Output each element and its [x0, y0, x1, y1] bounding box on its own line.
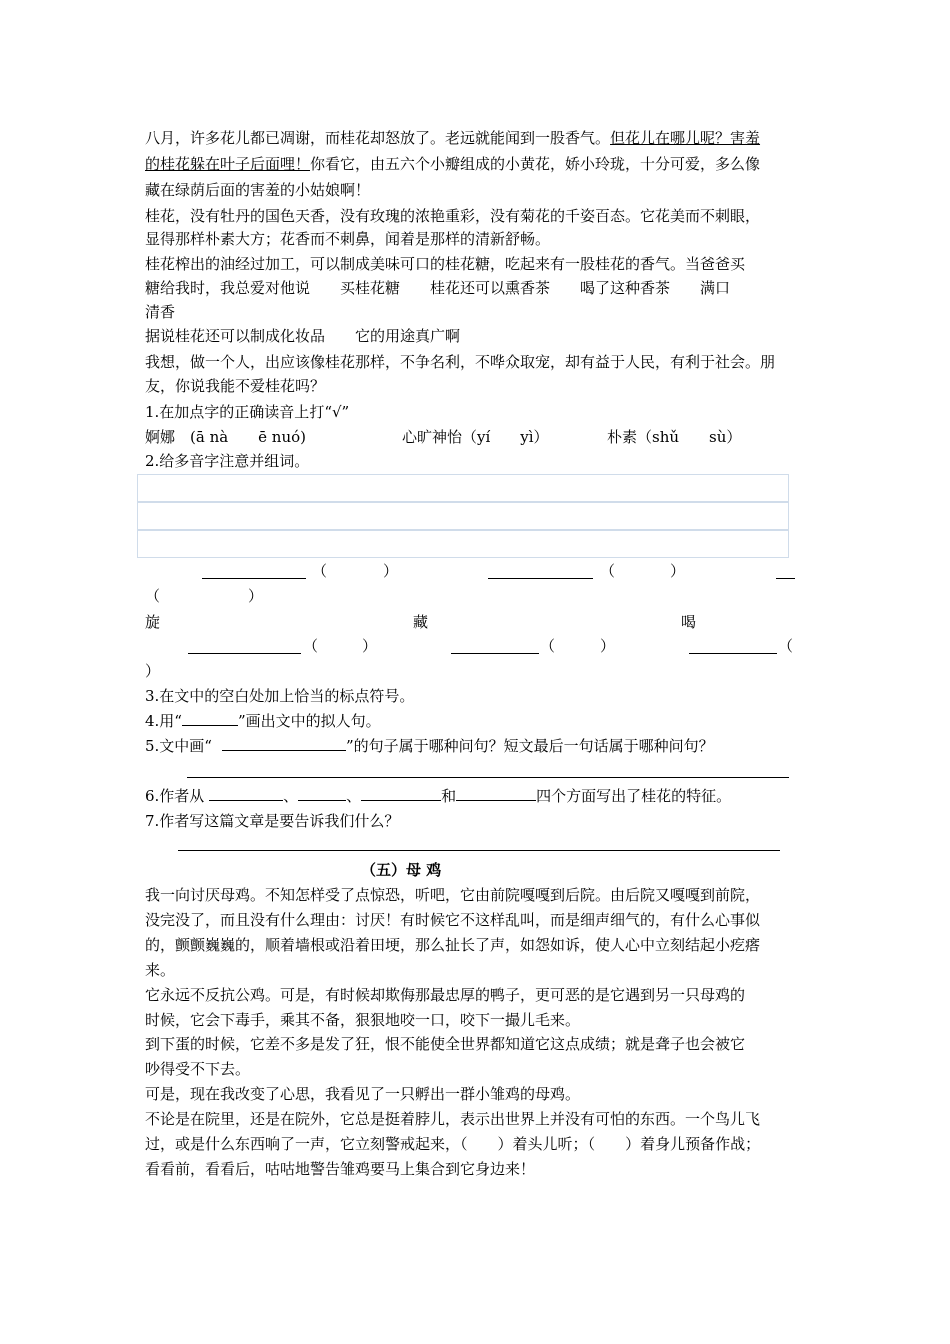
text-span: 4.用“ — [145, 712, 182, 730]
passage2-line: 我一向讨厌母鸡。不知怎样受了点惊恐，听吧，它由前院嘎嘎到后院。由后院又嘎嘎到前院， — [145, 886, 761, 904]
paren-close: ） — [145, 662, 161, 680]
text-span: 你看它，由五六个小瓣组成的小黄花，娇小玲珑，十分可爱，多么像 — [310, 155, 761, 173]
text-span: 着身儿预备作战； — [640, 1135, 761, 1153]
passage2-line: 来。 — [145, 961, 176, 979]
pinyin-option-2[interactable]: 心旷神怡（yí yì） — [402, 428, 549, 446]
passage2-line — [145, 1134, 760, 1156]
underlined-sentence: 但花儿在哪儿呢？害羞 — [610, 129, 761, 147]
question-4 — [145, 711, 381, 733]
grid-row — [137, 474, 789, 502]
polyphone-char: 藏 — [413, 613, 429, 631]
text-span: 5.文中画“ — [145, 737, 212, 755]
paren-open: （ — [778, 637, 794, 655]
answer-line[interactable] — [178, 850, 780, 851]
answer-blank[interactable] — [202, 578, 306, 579]
passage2-line: 时候，它会下毒手，乘其不备，狠狠地咬一口，咬下一撮儿毛来。 — [145, 1011, 581, 1029]
text-span: ”的句子属于哪种问句？短文最后一句话属于哪种问句？ — [345, 737, 714, 755]
passage2-line: 到下蛋的时候，它差不多是发了狂，恨不能使全世界都知道它这点成绩；就是聋子也会被它 — [145, 1035, 746, 1053]
passage1-line: 糖给我时，我总爱对他说 买桂花糖 桂花还可以熏香茶 喝了这种香茶 满口 — [145, 279, 731, 297]
grid-row — [137, 530, 789, 558]
passage2-line: 它永远不反抗公鸡。可是，有时候却欺侮那最忠厚的鸭子，更可恶的是它遇到另一只母鸡的 — [145, 986, 746, 1004]
passage1-line: 桂花榨出的油经过加工，可以制成美味可口的桂花糖，吃起来有一股桂花的香气。当爸爸买 — [145, 255, 746, 273]
answer-blank[interactable] — [488, 578, 593, 579]
question-1: 1.在加点字的正确读音上打“√” — [145, 403, 350, 421]
passage2-line: 的，颤颤巍巍的，顺着墙根或沿着田埂，那么扯长了声，如怨如诉，使人心中立刻结起小疙瘩 — [145, 936, 761, 954]
section-title: （五）母 鸡 — [361, 861, 442, 879]
paren-close: ） — [383, 562, 399, 580]
text-span: 四个方面写出了桂花的特征。 — [536, 787, 732, 805]
passage1-line — [145, 128, 760, 150]
text-span: 着头儿听； — [512, 1135, 588, 1153]
paren-open: （ — [600, 562, 616, 580]
answer-line[interactable] — [187, 777, 789, 778]
answer-blank[interactable] — [776, 578, 795, 579]
passage2-line: 没完没了，而且没有什么理由：讨厌！有时候它不这样乱叫，而是细声细气的，有什么心事似 — [145, 911, 761, 929]
question-3: 3.在文中的空白处加上恰当的标点符号。 — [145, 687, 415, 705]
passage1-line: 我想，做一个人，出应该像桂花那样，不争名利，不哗众取宠，却有益于人民，有利于社会。朋 — [145, 353, 776, 371]
text-span: 、 — [346, 787, 362, 805]
pinyin-option-1[interactable]: 婀娜 (ā nà ē nuó) — [145, 428, 307, 446]
passage2-line: 吵得受不下去。 — [145, 1060, 251, 1078]
text-span: 和 — [441, 787, 457, 805]
answer-blank[interactable] — [188, 653, 301, 654]
pinyin-option-3[interactable]: 朴素（shǔ sù） — [607, 428, 742, 446]
passage1-line: 藏在绿荫后面的害羞的小姑娘啊！ — [145, 181, 371, 199]
answer-blank[interactable] — [451, 653, 539, 654]
passage1-line: 清香 — [145, 303, 176, 321]
paren-close: ） — [625, 1135, 641, 1153]
paren-open: （ — [460, 1135, 468, 1153]
paren-open: （ — [303, 637, 319, 655]
answer-blank[interactable] — [298, 786, 346, 801]
paren-open: （ — [312, 562, 328, 580]
text-span: 、 — [283, 787, 299, 805]
polyphone-char: 喝 — [681, 613, 697, 631]
paren-close: ） — [670, 562, 686, 580]
answer-blank — [222, 736, 346, 751]
passage1-line: 显得那样朴素大方；花香而不刺鼻，闻着是那样的清新舒畅。 — [145, 230, 551, 248]
paren-close: ） — [248, 587, 264, 605]
answer-blank[interactable] — [689, 653, 777, 654]
answer-blank — [182, 711, 238, 726]
answer-blank[interactable] — [456, 786, 536, 801]
underlined-sentence: 的桂花躲在叶子后面哩！ — [145, 155, 311, 173]
text-span: 6.作者从 — [145, 787, 205, 805]
text-span: ”画出文中的拟人句。 — [237, 712, 381, 730]
question-2: 2.给多音字注意并组词。 — [145, 452, 310, 470]
answer-blank[interactable] — [209, 786, 283, 801]
paren-close: ） — [600, 637, 616, 655]
question-6 — [145, 786, 731, 808]
passage1-line: 桂花，没有牡丹的国色天香，没有玫瑰的浓艳重彩，没有菊花的千姿百态。它花美而不刺眼， — [145, 207, 761, 225]
polyphone-char: 旋 — [145, 613, 161, 631]
passage2-line: 看看前，看看后，咕咕地警告雏鸡要马上集合到它身边来！ — [145, 1160, 536, 1178]
paren-open: （ — [540, 637, 556, 655]
passage1-line: 据说桂花还可以制成化妆品 它的用途真广啊 — [145, 327, 461, 345]
paren-close: ） — [497, 1135, 513, 1153]
text-span: 八月，许多花儿都已凋谢，而桂花却怒放了。老远就能闻到一股香气。 — [145, 129, 611, 147]
passage2-line: 可是，现在我改变了心思，我看见了一只孵出一群小雏鸡的母鸡。 — [145, 1085, 581, 1103]
paren-close: ） — [362, 637, 378, 655]
text-span: 过，或是什么东西响了一声，它立刻警戒起来， — [145, 1135, 461, 1153]
paren-open: （ — [587, 1135, 596, 1153]
passage2-line: 不论是在院里，还是在院外，它总是挺着脖儿，表示出世界上并没有可怕的东西。一个鸟儿飞 — [145, 1110, 761, 1128]
paren-open: （ — [145, 587, 161, 605]
question-7: 7.作者写这篇文章是要告诉我们什么？ — [145, 812, 400, 830]
passage1-line — [145, 154, 760, 176]
answer-blank[interactable] — [361, 786, 441, 801]
passage1-line: 友，你说我能不爱桂花吗？ — [145, 377, 326, 395]
grid-row — [137, 502, 789, 530]
question-5 — [145, 736, 714, 758]
